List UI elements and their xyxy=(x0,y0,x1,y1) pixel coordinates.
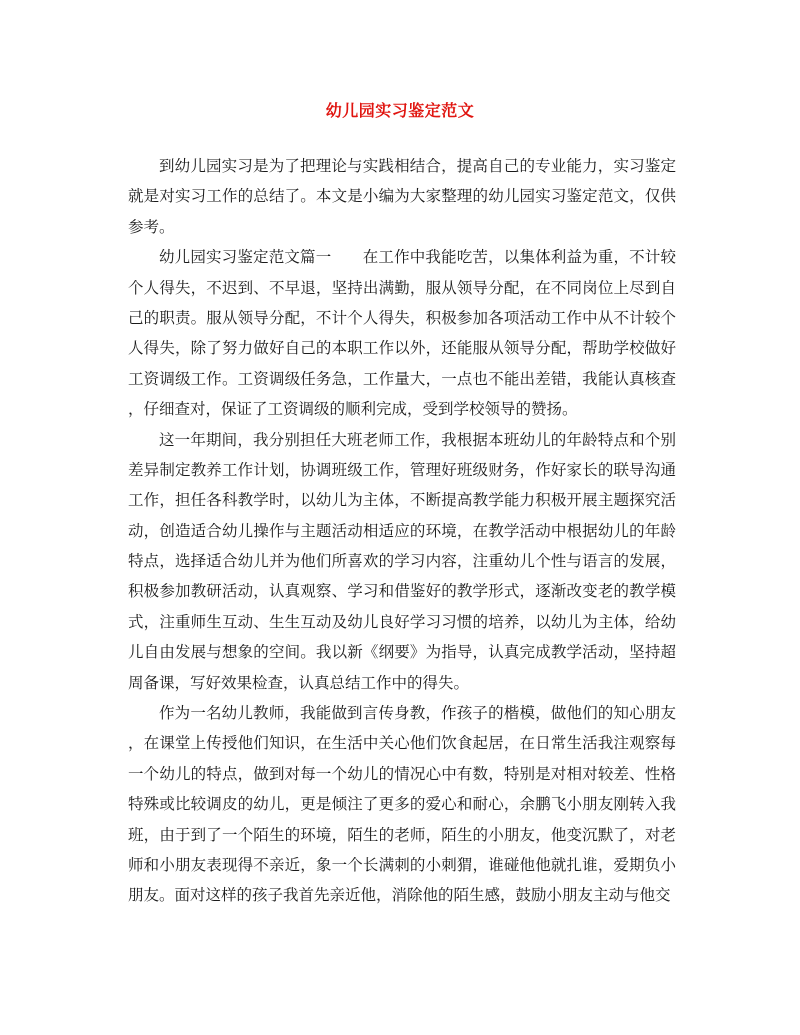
paragraph-line: 儿自由发展与想象的空间。我以新《纲要》为指导，认真完成教学活动，坚持超 xyxy=(128,643,676,662)
paragraph-line: ，在课堂上传授他们知识，在生活中关心他们饮食起居，在日常生活我注观察每 xyxy=(128,734,676,753)
paragraph-line: 特殊或比较调皮的幼儿，更是倾注了更多的爱心和耐心，余鹏飞小朋友刚转入我 xyxy=(128,795,676,814)
paragraph xyxy=(128,425,676,699)
paragraph-line: 朋友。面对这样的孩子我首先亲近他，消除他的陌生感，鼓励小朋友主动与他交 xyxy=(128,886,671,905)
paragraph-line: 周备课，写好效果检查，认真总结工作中的得失。 xyxy=(128,673,470,692)
paragraph-line: ，仔细查对，保证了工资调级的顺利完成，受到学校领导的赞扬。 xyxy=(128,400,578,419)
document-title: 幼儿园实习鉴定范文 xyxy=(325,101,475,120)
paragraph-line: 特点，选择适合幼儿并为他们所喜欢的学习内容，注重幼儿个性与语言的发展， xyxy=(128,552,676,571)
paragraph-line: 师和小朋友表现得不亲近，象一个长满刺的小刺猬，谁碰他他就扎谁，爱期负小 xyxy=(128,855,676,874)
paragraph-line: 工作，担任各科教学时，以幼儿为主体，不断提高教学能力积极开展主题探究活 xyxy=(128,491,676,510)
paragraph-line: 到幼儿园实习是为了把理论与实践相结合，提高自己的专业能力，实习鉴定 xyxy=(159,157,676,175)
paragraph-line: 式，注重师生互动、生生互动及幼儿良好学习习惯的培养，以幼儿为主体，给幼 xyxy=(128,612,676,631)
paragraph-line: 幼儿园实习鉴定范文篇一 在工作中我能吃苦，以集体利益为重，不计较 xyxy=(159,248,676,267)
paragraph xyxy=(128,698,676,911)
paragraph-line: 一个幼儿的特点，做到对每一个幼儿的情况心中有数，特别是对相对较差、性格 xyxy=(128,764,676,783)
paragraph-line: 个人得失，不迟到、不早退，坚持出满勤，服从领导分配，在不同岗位上尽到自 xyxy=(128,278,676,297)
paragraph-line: 己的职责。服从领导分配，不计个人得失，积极参加各项活动工作中从不计较个 xyxy=(128,308,676,327)
paragraph-line: 作为一名幼儿教师，我能做到言传身教，作孩子的楷模，做他们的知心朋友 xyxy=(159,704,676,723)
paragraph-line: 差异制定教养工作计划，协调班级工作，管理好班级财务，作好家长的联导沟通 xyxy=(128,460,676,479)
paragraph-line: 参考。 xyxy=(128,217,175,236)
paragraph-line: 动，创造适合幼儿操作与主题活动相适应的环境，在教学活动中根据幼儿的年龄 xyxy=(128,521,676,540)
paragraph-line: 这一年期间，我分别担任大班老师工作，我根据本班幼儿的年龄特点和个别 xyxy=(159,430,676,449)
paragraph-line: 班，由于到了一个陌生的环境，陌生的老师，陌生的小朋友，他变沉默了，对老 xyxy=(128,825,676,844)
paragraph xyxy=(128,242,676,424)
paragraph-line: 积极参加教研活动，认真观察、学习和借鉴好的教学形式，逐渐改变老的教学模 xyxy=(128,582,676,601)
paragraph-line: 人得失，除了努力做好自己的本职工作以外，还能服从领导分配，帮助学校做好 xyxy=(128,339,676,358)
paragraph xyxy=(128,151,676,242)
paragraph-line: 工资调级工作。工资调级任务急，工作量大，一点也不能出差错，我能认真核查 xyxy=(128,369,676,388)
paragraph-line: 就是对实习工作的总结了。本文是小编为大家整理的幼儿园实习鉴定范文，仅供 xyxy=(128,187,676,206)
document-body xyxy=(128,151,676,911)
